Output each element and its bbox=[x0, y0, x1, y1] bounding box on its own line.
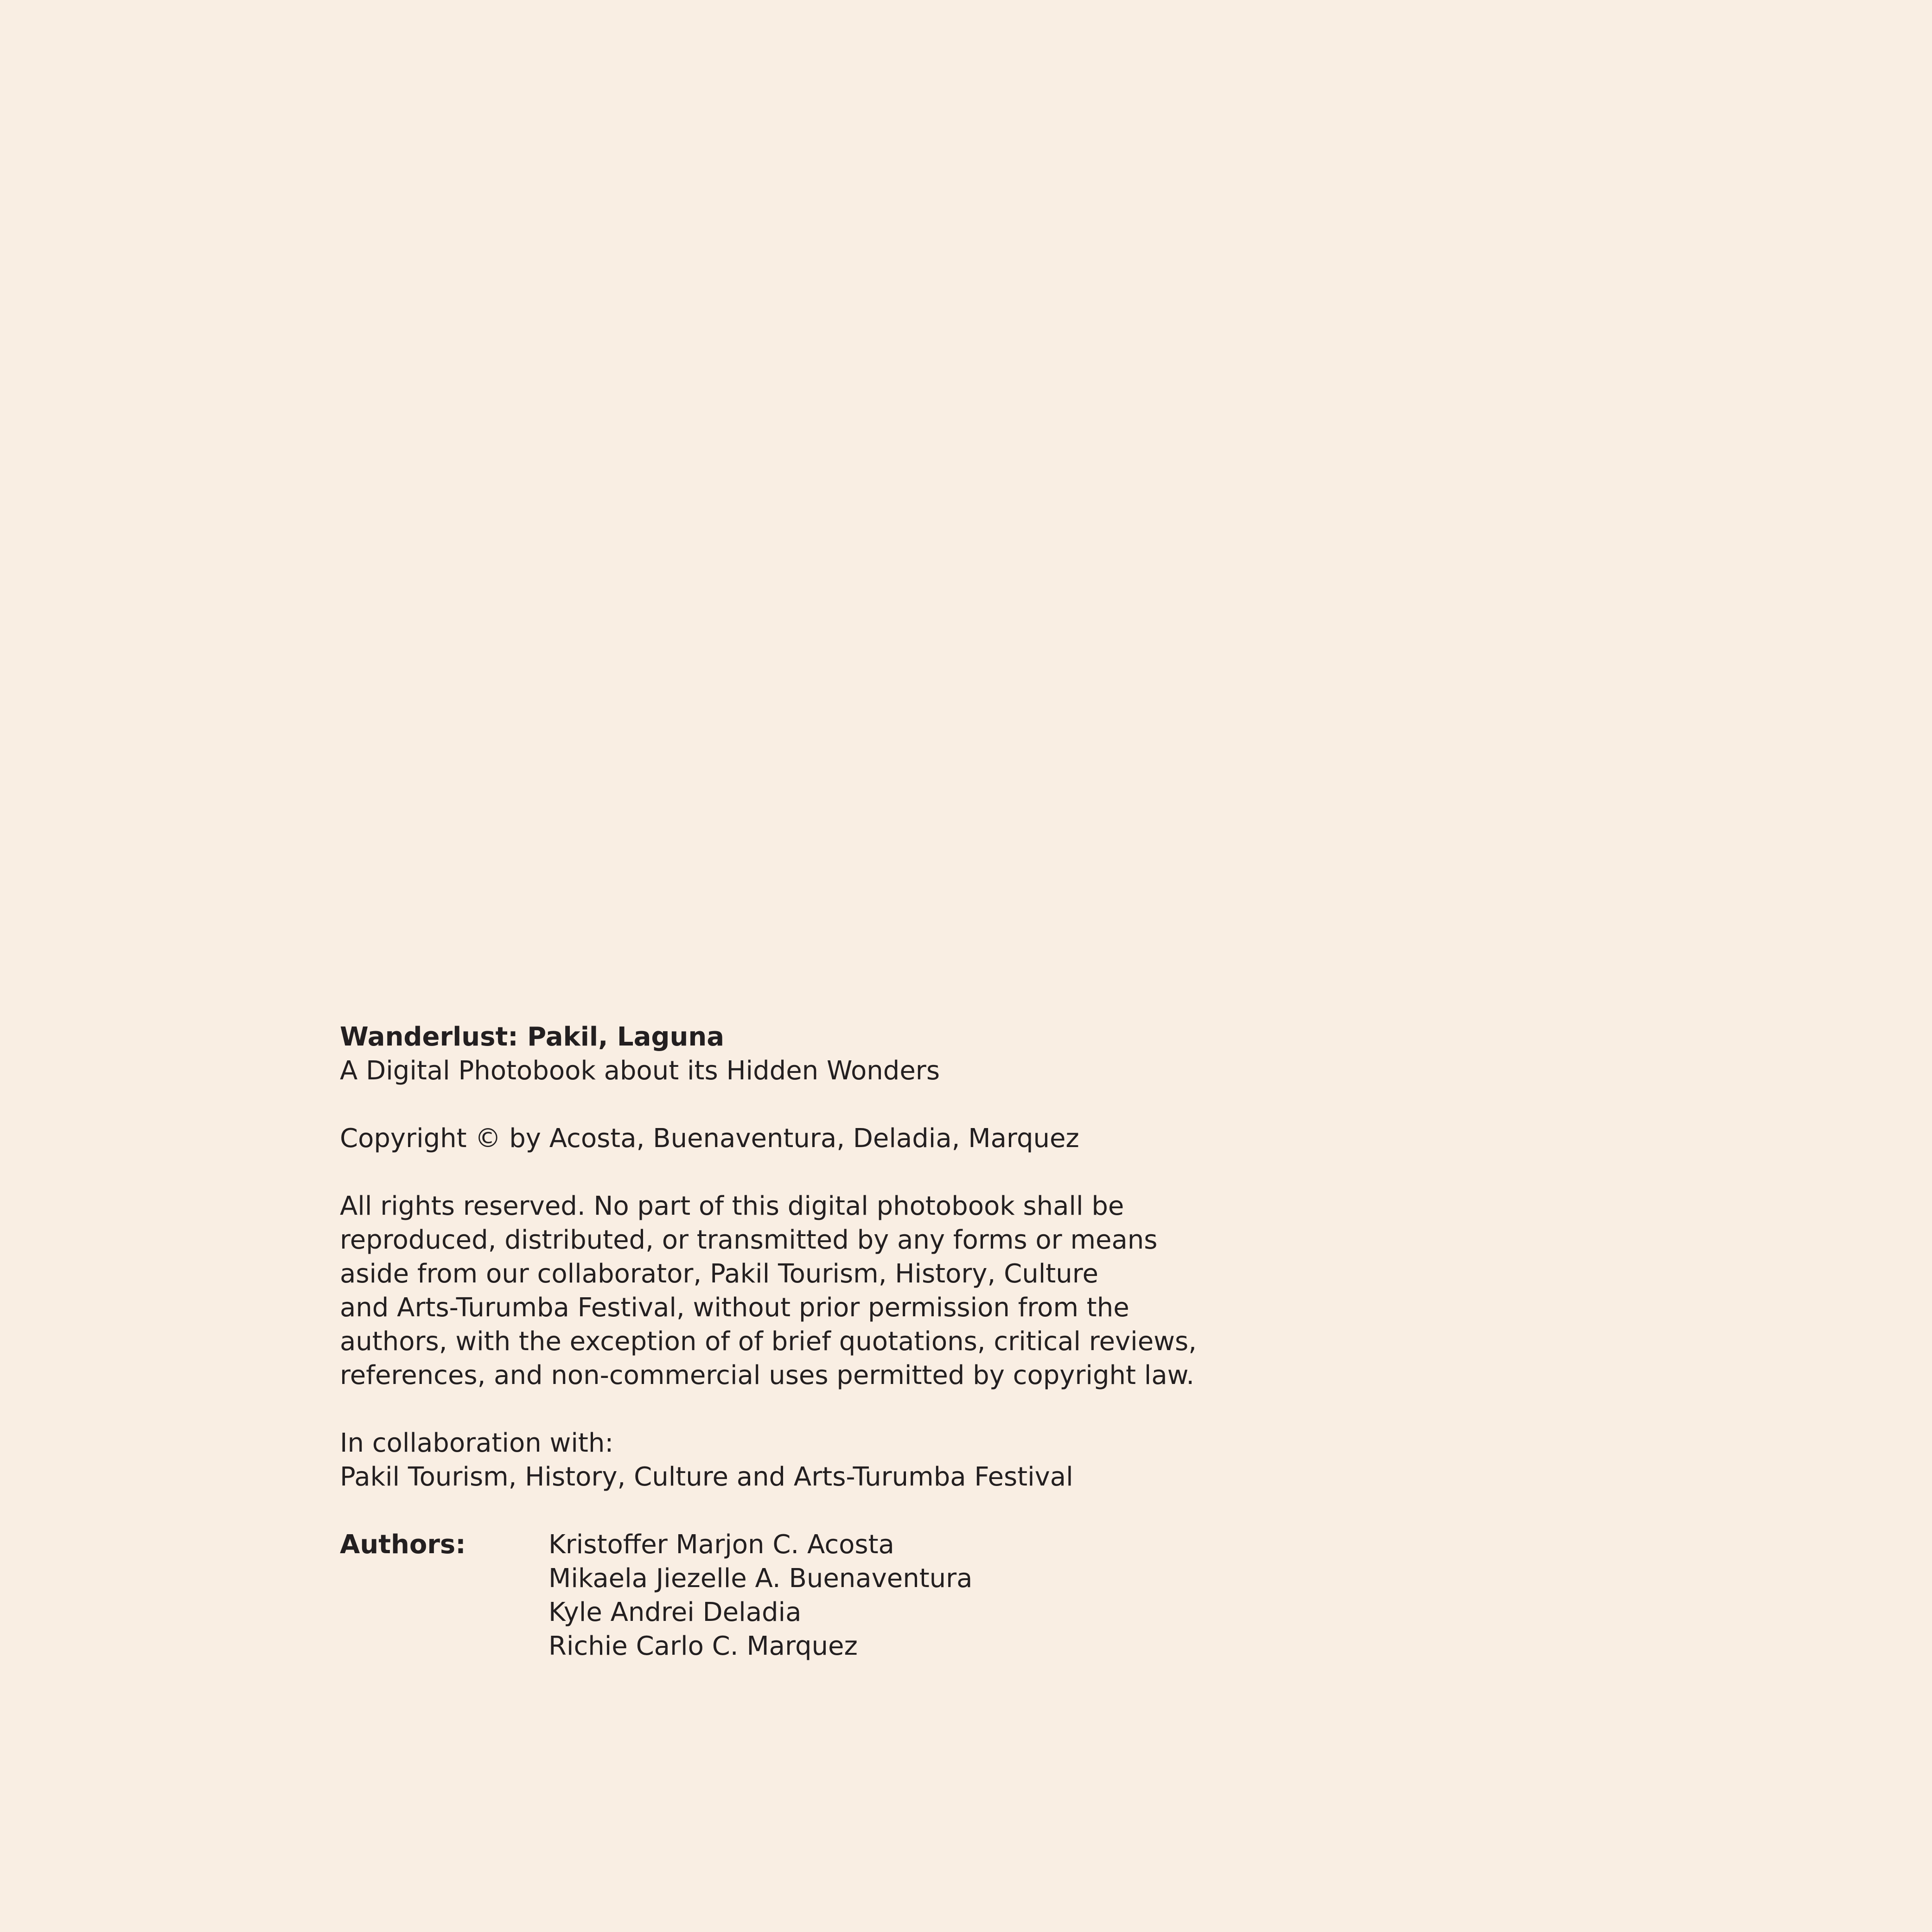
author-name: Richie Carlo C. Marquez bbox=[548, 1631, 858, 1661]
authors-section bbox=[340, 1528, 1267, 1663]
authors-label: Authors: bbox=[340, 1530, 466, 1560]
rights-line: and Arts-Turumba Festival, without prior permission from the bbox=[340, 1293, 1129, 1323]
collaborator-name: Pakil Tourism, History, Culture and Arts-Turumba Festival bbox=[340, 1462, 1073, 1492]
spacer bbox=[340, 1392, 1267, 1426]
author-name: Kristoffer Marjon C. Acosta bbox=[548, 1530, 894, 1560]
book-title: Wanderlust: Pakil, Laguna bbox=[340, 1022, 724, 1052]
collaboration-label: In collaboration with: bbox=[340, 1428, 614, 1458]
rights-line: authors, with the exception of of brief quotations, critical reviews, bbox=[340, 1326, 1197, 1357]
copyright-notice: Copyright © by Acosta, Buenaventura, Deladia, Marquez bbox=[340, 1123, 1079, 1154]
rights-statement bbox=[340, 1189, 1267, 1392]
spacer bbox=[340, 1155, 1267, 1189]
rights-line: reproduced, distributed, or transmitted by any forms or means bbox=[340, 1225, 1158, 1255]
spacer bbox=[340, 1494, 1267, 1528]
rights-line: All rights reserved. No part of this digital photobook shall be bbox=[340, 1191, 1124, 1221]
book-subtitle: A Digital Photobook about its Hidden Wonders bbox=[340, 1056, 940, 1086]
author-name: Kyle Andrei Deladia bbox=[548, 1597, 802, 1627]
author-name: Mikaela Jiezelle A. Buenaventura bbox=[548, 1563, 973, 1594]
rights-line: references, and non-commercial uses permitted by copyright law. bbox=[340, 1360, 1195, 1390]
spacer bbox=[340, 1088, 1267, 1122]
rights-line: aside from our collaborator, Pakil Tourism, History, Culture bbox=[340, 1259, 1098, 1289]
authors-list bbox=[548, 1528, 1267, 1663]
colophon bbox=[340, 1020, 1267, 1663]
